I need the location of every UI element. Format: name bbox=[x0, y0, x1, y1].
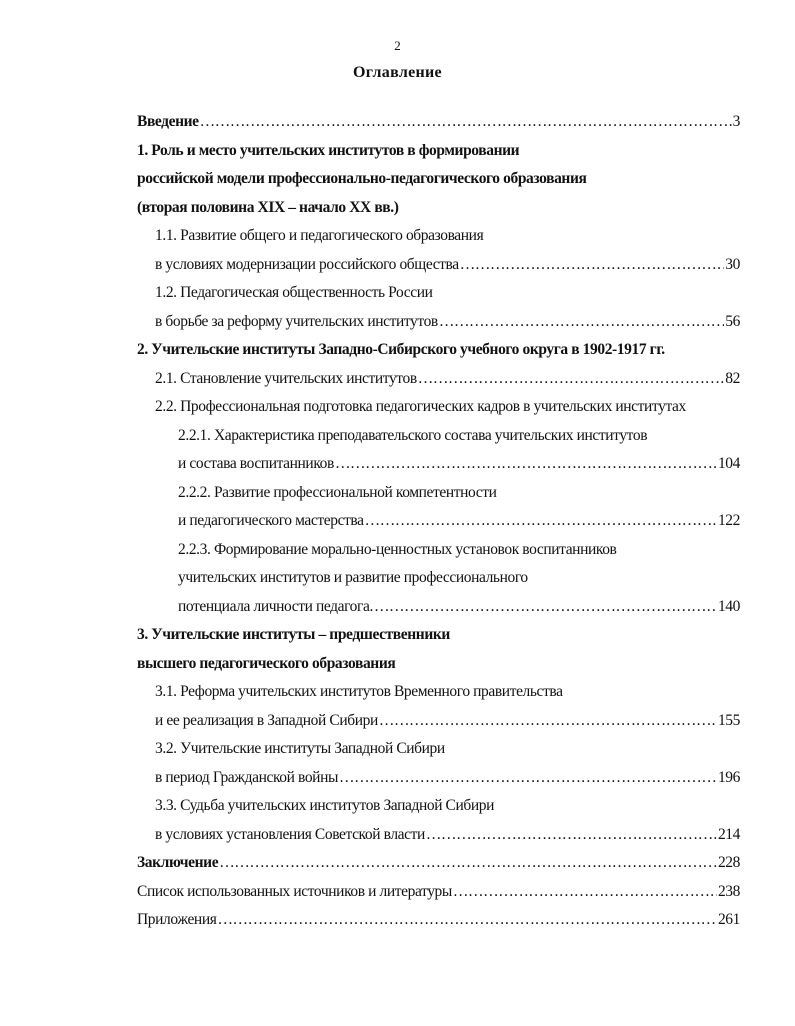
toc-entry bbox=[137, 370, 740, 399]
toc-entry bbox=[137, 199, 740, 228]
toc-entry-page: 261 bbox=[717, 911, 740, 928]
dot-leader bbox=[379, 712, 717, 730]
toc-entry-page: 214 bbox=[717, 825, 740, 843]
toc-entry bbox=[137, 541, 740, 570]
toc-entry-title: 2.1. Становление учительских институтов bbox=[155, 369, 417, 387]
toc-entry-title: 2.2. Профессиональная подготовка педагогических кадров в учительских институтах bbox=[155, 398, 686, 415]
toc-entry bbox=[137, 569, 740, 598]
toc-entry-title: (вторая половина XIX – начало XX вв.) bbox=[137, 198, 399, 216]
toc-entry-page: 56 bbox=[725, 312, 740, 330]
toc-entry-title: 2.2.1. Характеристика преподавательского состава учительских институтов bbox=[178, 426, 648, 444]
toc-entry-title: Список использованных источников и литературы bbox=[137, 882, 452, 900]
toc-entry-title: 2.2.3. Формирование морально-ценностных установок воспитанников bbox=[178, 540, 617, 558]
toc-entry-page: 238 bbox=[717, 882, 740, 900]
page-title: Оглавление bbox=[353, 64, 442, 81]
toc-entry-title: в условиях модернизации российского общества bbox=[155, 255, 459, 273]
toc-entry bbox=[137, 427, 740, 456]
toc-entry-title: 3.2. Учительские институты Западной Сибири bbox=[155, 740, 445, 757]
toc-entry-page: 155 bbox=[717, 711, 740, 729]
dot-leader bbox=[219, 854, 717, 872]
toc-entry-title: 1. Роль и место учительских институтов в формировании bbox=[137, 141, 520, 159]
toc-entry bbox=[137, 284, 740, 313]
toc-entry-title: потенциала личности педагога. bbox=[178, 597, 373, 615]
dot-leader bbox=[339, 769, 717, 787]
toc-entry-title: в борьбе за реформу учительских институтов bbox=[155, 312, 438, 330]
toc-entry bbox=[137, 398, 740, 427]
toc-entry bbox=[137, 256, 740, 285]
toc-entry-page: 228 bbox=[717, 854, 740, 871]
toc-entry-title: учительских институтов и развитие профессионального bbox=[178, 569, 528, 586]
toc-entry bbox=[137, 341, 740, 370]
toc-entry bbox=[137, 170, 740, 199]
toc-entry bbox=[137, 826, 740, 855]
toc-entry bbox=[137, 911, 740, 940]
toc-entry bbox=[137, 598, 740, 627]
table-of-contents bbox=[137, 113, 740, 940]
toc-entry-title: Приложения bbox=[137, 911, 217, 928]
toc-entry bbox=[137, 142, 740, 171]
toc-entry bbox=[137, 883, 740, 912]
toc-entry-title: 1.2. Педагогическая общественность России bbox=[155, 284, 433, 301]
dot-leader bbox=[217, 911, 716, 929]
toc-entry-title: в условиях установления Советской власти bbox=[155, 825, 425, 843]
dot-leader bbox=[460, 256, 725, 274]
toc-entry bbox=[137, 455, 740, 484]
toc-entry-page: 104 bbox=[717, 455, 740, 472]
toc-entry-title: и состава воспитанников bbox=[178, 455, 334, 472]
dot-leader bbox=[365, 512, 717, 530]
dot-leader bbox=[374, 598, 717, 616]
toc-entry bbox=[137, 712, 740, 741]
toc-entry bbox=[137, 512, 740, 541]
dot-leader bbox=[200, 113, 732, 131]
toc-entry-title: и ее реализация в Западной Сибири bbox=[155, 711, 378, 729]
toc-entry bbox=[137, 854, 740, 883]
dot-leader bbox=[453, 883, 717, 901]
toc-entry-page: 3 bbox=[732, 113, 740, 130]
toc-entry-title: высшего педагогического образования bbox=[137, 654, 396, 672]
dot-leader bbox=[426, 826, 717, 844]
toc-entry bbox=[137, 626, 740, 655]
toc-entry-title: 3.3. Судьба учительских институтов Западной Сибири bbox=[155, 797, 495, 814]
toc-entry bbox=[137, 313, 740, 342]
toc-entry bbox=[137, 797, 740, 826]
toc-entry-title: российской модели профессионально-педагогического образования bbox=[137, 170, 587, 187]
toc-entry-page: 82 bbox=[725, 369, 740, 387]
toc-entry bbox=[137, 484, 740, 513]
toc-entry-title: Введение bbox=[137, 113, 199, 130]
toc-entry-title: 2. Учительские институты Западно-Сибирского учебного округа в 1902-1917 гг. bbox=[137, 341, 665, 358]
toc-entry-title: 1.1. Развитие общего и педагогического образования bbox=[155, 227, 484, 244]
toc-entry bbox=[137, 769, 740, 798]
toc-entry-page: 122 bbox=[717, 512, 740, 529]
toc-entry-title: и педагогического мастерства bbox=[178, 512, 364, 529]
toc-entry-title: в период Гражданской войны bbox=[155, 768, 338, 786]
toc-entry bbox=[137, 740, 740, 769]
dot-leader bbox=[439, 313, 724, 331]
toc-entry bbox=[137, 683, 740, 712]
dot-leader bbox=[418, 370, 725, 388]
toc-entry-page: 140 bbox=[717, 597, 740, 615]
toc-entry-page: 196 bbox=[717, 768, 740, 786]
toc-entry-page: 30 bbox=[725, 255, 740, 273]
dot-leader bbox=[335, 455, 717, 473]
toc-entry-title: 2.2.2. Развитие профессиональной компетентности bbox=[178, 483, 497, 501]
toc-entry-title: 3.1. Реформа учительских институтов Временного правительства bbox=[155, 683, 563, 700]
page-number: 2 bbox=[394, 38, 401, 53]
toc-entry bbox=[137, 113, 740, 142]
toc-entry-title: 3. Учительские институты – предшественники bbox=[137, 626, 450, 643]
toc-entry-title: Заключение bbox=[137, 854, 219, 871]
toc-entry bbox=[137, 227, 740, 256]
toc-entry bbox=[137, 655, 740, 684]
